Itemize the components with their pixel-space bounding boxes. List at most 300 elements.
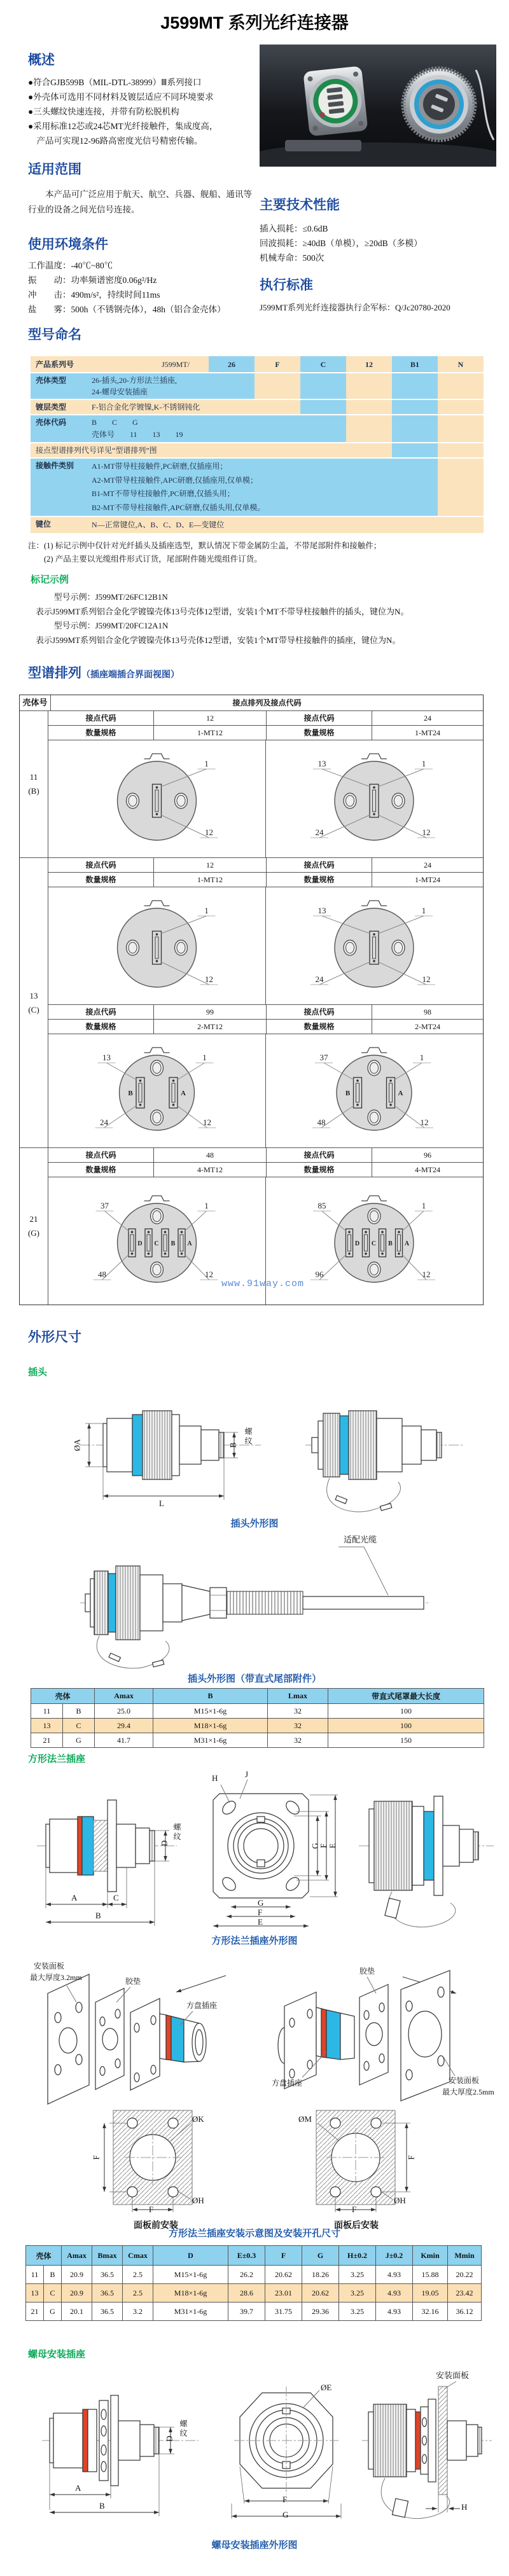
naming-row <box>31 399 300 415</box>
svg-text:48: 48 <box>317 1118 326 1127</box>
dimension-table <box>31 1688 484 1748</box>
table-header-cell: Amax <box>95 1689 153 1704</box>
table-cell: M31×1-6g <box>153 2302 228 2321</box>
mount-front-panel-thickness: 最大厚度3.2mm <box>30 1973 82 1982</box>
code-row-label: 接点代码 <box>48 1148 154 1162</box>
table-cell: 29.36 <box>302 2302 339 2321</box>
table-cell: 25.0 <box>95 1704 153 1719</box>
naming-row-line: 壳体号 11 13 19 <box>92 430 183 439</box>
naming-row-separator <box>31 399 484 400</box>
spectrum-diagram-row <box>48 1034 483 1147</box>
code-value: 99 <box>154 1005 267 1019</box>
table-cell: 3.2 <box>123 2302 153 2321</box>
naming-row-separator <box>31 442 484 443</box>
environment-line: 工作温度：-40℃~80℃ <box>28 261 113 270</box>
cutout-rear-dia-h: ØH <box>394 2196 406 2205</box>
section-naming-heading: 型号命名 <box>28 328 81 342</box>
table-cell: 29.4 <box>95 1719 153 1733</box>
naming-row-separator <box>31 414 484 415</box>
shell-number: 11 <box>29 772 38 782</box>
table-header-cell: 壳体 <box>26 2246 62 2266</box>
naming-row-label: 壳体代码 <box>36 418 67 427</box>
table-cell: 32 <box>268 1704 328 1719</box>
environment-line: 振 动：功率频谱密度0.06g²/Hz <box>28 275 157 285</box>
table-cell: B <box>44 2266 62 2284</box>
table-header-cell: Amax <box>62 2246 92 2266</box>
svg-text:1: 1 <box>202 1053 207 1062</box>
spectrum-col-shell: 壳体号 <box>20 695 51 710</box>
spectrum-shell-cell <box>20 711 48 857</box>
table-row <box>31 1733 484 1748</box>
naming-row-line: B2-MT不带导柱接触件,APC研磨,仅插头用,仅单模。 <box>92 502 265 512</box>
plug-dimension-table <box>31 1688 484 1748</box>
section-scope-heading: 适用范围 <box>28 162 81 177</box>
naming-code-value: 26 <box>228 360 235 369</box>
svg-text:24: 24 <box>315 828 324 837</box>
table-cell: 100 <box>328 1704 484 1719</box>
svg-text:12: 12 <box>422 828 431 837</box>
svg-text:A: A <box>181 1090 186 1097</box>
jamnut-caption: 螺母安装插座外形图 <box>211 2540 298 2551</box>
performance-line: 机械寿命：500次 <box>260 253 324 263</box>
page-title: J599MT 系列光纤连接器 <box>160 13 349 32</box>
table-header-cell: Cmax <box>123 2246 153 2266</box>
table-cell: 2.5 <box>123 2266 153 2284</box>
table-cell: 41.7 <box>95 1733 153 1748</box>
table-cell: 21 <box>26 2302 44 2321</box>
code-row-label: 接点代码 <box>267 1005 372 1019</box>
table-cell: 4.93 <box>376 2284 413 2302</box>
flange-dim-j: J <box>245 1769 249 1779</box>
flange-side-drawing <box>32 1769 181 1934</box>
performance-line: 插入损耗：≤0.6dB <box>260 224 328 233</box>
flange-dim-f-bottom: F <box>258 1908 263 1917</box>
table-cell: 20.9 <box>62 2266 92 2284</box>
spec-value: 1-MT24 <box>415 728 440 737</box>
svg-text:1: 1 <box>421 1201 426 1210</box>
naming-code-column <box>438 356 484 533</box>
jamnut-mounted-drawing <box>359 2367 496 2530</box>
naming-code-value: 12 <box>365 360 373 369</box>
table-header-cell: Mmin <box>448 2246 482 2266</box>
spec-row-label: 数量规格 <box>267 1163 372 1177</box>
svg-text:C: C <box>154 1240 159 1247</box>
cutout-rear-dia-m: ØM <box>298 2114 312 2124</box>
naming-code-value: N <box>457 360 464 369</box>
code-value: 12 <box>154 858 267 872</box>
section-jamnut-heading: 螺母安装插座 <box>28 2349 86 2360</box>
section-marking-heading: 标记示例 <box>31 574 69 585</box>
svg-text:12: 12 <box>205 974 213 984</box>
section-overview-heading: 概述 <box>28 53 55 67</box>
table-header-cell: B <box>153 1689 268 1704</box>
naming-notes <box>28 539 381 566</box>
table-cell: 39.7 <box>228 2302 265 2321</box>
mount-front-receptacle-label: 方盘插座 <box>186 2001 218 2010</box>
naming-row-separator <box>31 516 484 517</box>
plug-outline-caption: 插头外形图 <box>230 1518 279 1529</box>
spectrum-shell-cell <box>20 858 48 1147</box>
svg-text:1: 1 <box>421 906 426 915</box>
flange-outline-caption: 方形法兰插座外形图 <box>211 1935 298 1946</box>
table-header-cell: Kmin <box>413 2246 448 2266</box>
flange-dim-a: A <box>71 1893 78 1902</box>
spectrum-header-row <box>20 695 483 710</box>
cutout-front-dim-f-v: F <box>91 2155 101 2160</box>
table-header-cell: F <box>265 2246 302 2266</box>
spectrum-diagram-row <box>48 740 483 857</box>
svg-text:B: B <box>388 1240 393 1247</box>
contact-arrangement-diagram <box>266 740 482 857</box>
naming-row-line: N—正常键位,A、B、C、D、E—变键位 <box>92 520 225 529</box>
spectrum-spec-row <box>48 872 483 887</box>
svg-text:A: A <box>187 1240 192 1247</box>
cutout-front-caption: 面板前安装 <box>134 2221 178 2231</box>
spectrum-spec-row <box>48 725 483 740</box>
shell-variant: (B) <box>28 786 39 796</box>
svg-text:85: 85 <box>317 1201 326 1210</box>
overview-bullet: ●符合GJB599B（MIL-DTL-38999）Ⅲ系列接口 <box>28 78 202 87</box>
plug-dim-b: B <box>228 1442 238 1448</box>
svg-text:A: A <box>404 1240 410 1247</box>
jamnut-panel-label: 安装面板 <box>436 2371 470 2380</box>
table-cell: 23.42 <box>448 2284 482 2302</box>
svg-text:12: 12 <box>420 1118 429 1127</box>
naming-code-value: F <box>275 360 280 369</box>
naming-row-line: 26-插头,20-方形法兰插座, <box>92 376 177 385</box>
shell-number: 21 <box>29 1214 38 1224</box>
plug-dim-thread: 螺纹 <box>244 1427 253 1446</box>
mount-rear-receptacle-label: 方盘插座 <box>272 2079 303 2088</box>
table-cell: G <box>63 1733 95 1748</box>
table-row <box>31 1704 484 1719</box>
code-row-label: 接点代码 <box>48 711 154 725</box>
code-value: 12 <box>154 711 267 725</box>
spec-value: 2-MT12 <box>154 1020 267 1034</box>
mount-rear-panel-label: 安装面板 <box>449 2076 480 2085</box>
spec-row-label: 数量规格 <box>267 1020 372 1034</box>
naming-row-line: 接点型谱排列代号详见“型谱排列”图 <box>36 446 157 455</box>
jamnut-dim-d: D <box>164 2435 174 2442</box>
svg-text:13: 13 <box>317 906 326 915</box>
table-cell: 11 <box>26 2266 44 2284</box>
naming-row <box>31 443 392 458</box>
contact-arrangement-diagram <box>266 887 482 1004</box>
spectrum-shell-cell <box>20 1148 48 1305</box>
svg-text:A: A <box>398 1090 403 1097</box>
spec-row-label: 数量规格 <box>48 1020 154 1034</box>
watermark: www.91way.com <box>221 1278 305 1289</box>
overview-bullet: ●采用标准12芯或24芯MT光纤接触件，集成度高， <box>28 121 218 131</box>
mount-rear-gasket-label: 胶垫 <box>359 1967 375 1976</box>
table-cell: 26.2 <box>228 2266 265 2284</box>
svg-text:B: B <box>171 1240 176 1247</box>
section-environment-heading: 使用环境条件 <box>28 237 108 252</box>
spectrum-shell-row <box>20 857 483 1147</box>
svg-text:24: 24 <box>315 974 324 984</box>
table-cell: 32.16 <box>413 2302 448 2321</box>
plug-dim-l: L <box>159 1499 164 1508</box>
naming-row-line: B1-MT不带导柱接触件,PC研磨,仅插头用； <box>92 489 235 498</box>
spec-value: 1-MT12 <box>154 726 267 740</box>
spec-value: 4-MT12 <box>154 1163 267 1177</box>
spectrum-code-row <box>48 1004 483 1019</box>
spectrum-code-row <box>48 858 483 872</box>
naming-code-value: B1 <box>410 360 419 369</box>
spec-value: 1-MT24 <box>415 875 440 884</box>
naming-row <box>31 458 438 516</box>
overview-bullet: ●三头螺纹快速连接，并带有防松脱机构 <box>28 107 179 116</box>
table-row <box>31 1719 484 1733</box>
cutout-front-dim-f-h: F <box>149 2205 154 2214</box>
table-cell: 32 <box>268 1733 328 1748</box>
naming-row-line: A2-MT带导柱接触件,APC研磨,仅插座用,仅单模； <box>92 475 258 485</box>
table-cell: 11 <box>31 1704 63 1719</box>
table-cell: 23.01 <box>265 2284 302 2302</box>
cutout-front-dia-h: ØH <box>192 2196 204 2205</box>
naming-note: (2) 产品主要以光缆组件形式订货，尾部附件随光缆组件订货。 <box>28 555 262 564</box>
table-cell: 20.62 <box>302 2284 339 2302</box>
flange-dim-g-side: G <box>310 1843 320 1849</box>
plug-side-drawing <box>70 1381 267 1516</box>
code-value: 98 <box>424 1008 431 1016</box>
svg-text:1: 1 <box>204 906 209 915</box>
naming-row-line: F-铝合金化学镀镍,K-不锈钢钝化 <box>92 403 200 412</box>
section-outline-heading: 外形尺寸 <box>28 1330 81 1345</box>
spectrum-code-row <box>48 1148 483 1162</box>
naming-note: 注：(1) 标记示例中仅针对光纤插头及插座选型，默认情况下带金属防尘盖，不带尾部附件和接触件； <box>28 541 382 550</box>
cutout-rear-drawing <box>296 2105 417 2231</box>
naming-row <box>31 415 346 443</box>
code-value: 24 <box>424 861 431 869</box>
naming-row-line: A1-MT带导柱接触件,PC研磨,仅插座用； <box>92 462 228 471</box>
table-cell: 19.05 <box>413 2284 448 2302</box>
table-row <box>26 2302 482 2321</box>
table-cell: 36.5 <box>92 2302 123 2321</box>
mount-rear-panel-thickness: 最大厚度2.5mm <box>442 2088 494 2096</box>
flange-mount-rear-illustration <box>258 1956 496 2108</box>
naming-row-separator <box>31 457 484 459</box>
svg-text:96: 96 <box>315 1270 324 1279</box>
svg-text:1: 1 <box>204 759 209 768</box>
naming-row-line: B C G <box>92 418 138 427</box>
svg-text:D: D <box>137 1240 143 1247</box>
svg-text:12: 12 <box>205 828 213 837</box>
marking-line: 型号示例：J599MT/26FC12B1N <box>53 592 168 602</box>
section-spectrum-heading <box>28 663 179 682</box>
table-header-cell: G <box>302 2246 339 2266</box>
table-cell: 3.25 <box>339 2284 376 2302</box>
jamnut-dim-g: G <box>282 2510 289 2519</box>
table-cell: 4.93 <box>376 2302 413 2321</box>
table-cell: 13 <box>26 2284 44 2302</box>
table-cell: 32 <box>268 1719 328 1733</box>
naming-row-line: 24-螺母安装插座 <box>92 387 148 396</box>
flange-dim-thread: 螺纹 <box>172 1823 181 1842</box>
table-cell: 36.5 <box>92 2266 123 2284</box>
spectrum-col-main: 接点排列及接点代码 <box>232 698 302 707</box>
performance-lines <box>260 221 422 265</box>
table-cell: 4.93 <box>376 2266 413 2284</box>
table-cell: 21 <box>31 1733 63 1748</box>
jamnut-dim-b: B <box>99 2501 105 2510</box>
flange-dim-g-bottom: G <box>258 1898 264 1908</box>
marking-line: 型号示例：J599MT/20FC12A1N <box>53 621 169 630</box>
contact-arrangement-diagram <box>48 1034 265 1147</box>
spec-row-label: 数量规格 <box>267 873 372 887</box>
table-header-cell: H±0.2 <box>339 2246 376 2266</box>
table-cell: 15.88 <box>413 2266 448 2284</box>
naming-row-label: 键位 <box>36 520 52 529</box>
table-cell: 20.9 <box>62 2284 92 2302</box>
table-cell: M15×1-6g <box>153 1704 268 1719</box>
flange-mount-caption: 方形法兰插座安装示意图及安装开孔尺寸 <box>168 2228 340 2239</box>
table-cell: 3.25 <box>339 2266 376 2284</box>
mount-front-gasket-label: 胶垫 <box>125 1977 141 1986</box>
svg-text:1: 1 <box>421 759 426 768</box>
spectrum-spec-row <box>48 1162 483 1177</box>
table-cell: M18×1-6g <box>153 2284 228 2302</box>
marking-line: 表示J599MT系列铝合金化学镀镍壳体13号壳体12型谱，安装1个MT带导柱接触件的插座，键位为N。 <box>36 635 401 645</box>
svg-text:C: C <box>371 1240 377 1247</box>
table-header-cell: D <box>153 2246 228 2266</box>
table-cell: M18×1-6g <box>153 1719 268 1733</box>
table-cell: 3.25 <box>339 2302 376 2321</box>
table-header-cell: Bmax <box>92 2246 123 2266</box>
environment-line: 冲 击：490m/s²，持续时间11ms <box>28 290 160 300</box>
table-cell: 36.12 <box>448 2302 482 2321</box>
svg-text:48: 48 <box>98 1270 106 1279</box>
mount-front-panel-label: 安装面板 <box>34 1962 65 1970</box>
naming-row-label: 接触件类别 <box>36 461 74 470</box>
table-header-cell: Lmax <box>268 1689 328 1704</box>
svg-text:D: D <box>354 1240 360 1247</box>
jamnut-side-drawing <box>38 2367 204 2530</box>
naming-row-label: 镀层类型 <box>36 403 67 412</box>
svg-text:1: 1 <box>419 1053 424 1062</box>
jamnut-dim-f: F <box>282 2495 288 2504</box>
spectrum-diagram-row <box>48 887 483 1004</box>
code-row-label: 接点代码 <box>267 858 372 872</box>
overview-bullet: ●外壳体可选用不同材料及镀层适应不同环境要求 <box>28 92 214 102</box>
naming-code-value: C <box>320 360 326 369</box>
table-cell: 31.75 <box>265 2302 302 2321</box>
dimension-table <box>25 2245 482 2321</box>
table-header-cell: 壳体 <box>31 1689 95 1704</box>
table-cell: C <box>63 1719 95 1733</box>
table-cell: 13 <box>31 1719 63 1733</box>
standard-text: J599MT系列光纤连接器执行企军标：Q/Jc20780-2020 <box>260 303 450 312</box>
naming-series-label: 产品系列号 <box>36 360 74 369</box>
spectrum-shell-row <box>20 710 483 857</box>
jamnut-dia-e: ØE <box>321 2383 332 2392</box>
flange-dim-e-bottom: E <box>258 1917 263 1927</box>
table-cell: 20.62 <box>265 2266 302 2284</box>
section-standard-heading: 执行标准 <box>260 278 313 293</box>
cutout-rear-dim-f-h: F <box>352 2205 357 2214</box>
naming-series-code: J599MT/ <box>161 360 190 369</box>
environment-lines <box>28 258 226 317</box>
jamnut-dim-h: H <box>461 2502 468 2512</box>
table-cell: 18.26 <box>302 2266 339 2284</box>
plug-cable-label: 适配光缆 <box>344 1535 377 1544</box>
spectrum-table <box>19 695 484 1305</box>
plug-cap-drawing <box>299 1381 471 1516</box>
table-cell: 20.22 <box>448 2266 482 2284</box>
plug-straight-caption: 插头外形图（带直式尾部附件） <box>187 1673 321 1684</box>
flange-cap-drawing <box>355 1769 498 1934</box>
flange-dim-b: B <box>95 1911 101 1920</box>
code-value: 48 <box>154 1148 267 1162</box>
cutout-front-drawing <box>91 2105 216 2231</box>
table-cell: M31×1-6g <box>153 1733 268 1748</box>
spectrum-spec-row <box>48 1019 483 1034</box>
table-cell: M15×1-6g <box>153 2266 228 2284</box>
shell-number: 13 <box>29 990 38 1001</box>
flange-front-drawing <box>194 1769 347 1934</box>
naming-row <box>31 516 484 533</box>
code-row-label: 接点代码 <box>48 858 154 872</box>
table-cell: 150 <box>328 1733 484 1748</box>
naming-row <box>31 373 254 399</box>
table-row <box>26 2284 482 2302</box>
section-plug-heading: 插头 <box>28 1367 48 1378</box>
scope-text: 本产品可广泛应用于航天、航空、兵器、舰船、通讯等行业的设备之间光信号连接。 <box>28 190 252 214</box>
performance-line: 回波损耗：≥40dB（单模），≥20dB（多模） <box>260 239 422 248</box>
table-cell: 2.5 <box>123 2284 153 2302</box>
marking-line: 表示J599MT系列铝合金化学镀镍壳体13号壳体12型谱，安装1个MT不带导柱接触件的插头，键位为N。 <box>36 606 409 616</box>
svg-text:12: 12 <box>203 1118 211 1127</box>
marking-lines <box>36 590 408 647</box>
flange-dim-f-side: F <box>318 1843 328 1848</box>
spec-value: 4-MT24 <box>415 1165 440 1174</box>
table-cell: 36.5 <box>92 2284 123 2302</box>
overview-bullets <box>28 75 218 148</box>
flange-dim-h: H <box>212 1773 218 1783</box>
product-photo <box>260 45 496 167</box>
code-value: 96 <box>424 1151 431 1160</box>
spectrum-subheading-text: （插座端插合界面视图） <box>81 669 179 679</box>
flange-dim-d: D <box>159 1840 169 1846</box>
contact-arrangement-diagram <box>266 1034 482 1147</box>
code-row-label: 接点代码 <box>267 711 372 725</box>
svg-text:B: B <box>128 1090 133 1097</box>
section-performance-heading: 主要技术性能 <box>260 198 340 212</box>
shell-variant: (G) <box>27 1228 40 1238</box>
contact-arrangement-diagram <box>48 740 265 857</box>
jamnut-dim-a: A <box>75 2483 81 2493</box>
plug-dim-dia-a: ØA <box>72 1439 82 1451</box>
table-cell: 100 <box>328 1719 484 1733</box>
spec-row-label: 数量规格 <box>48 873 154 887</box>
spec-row-label: 数量规格 <box>48 1163 154 1177</box>
table-header-cell: 带直式尾罩最大长度 <box>328 1689 484 1704</box>
svg-text:37: 37 <box>101 1201 109 1210</box>
environment-line: 盐 雾：500h（不锈钢壳体），48h（铝合金壳体） <box>28 305 226 314</box>
jamnut-front-drawing <box>223 2367 350 2530</box>
spectrum-heading-text: 型谱排列 <box>28 666 81 681</box>
flange-dimension-table <box>25 2245 481 2321</box>
spec-row-label: 数量规格 <box>267 726 372 740</box>
section-flange-heading: 方形法兰插座 <box>28 1754 86 1764</box>
svg-text:24: 24 <box>100 1118 108 1127</box>
spec-value: 1-MT12 <box>154 873 267 887</box>
svg-text:B: B <box>345 1090 351 1097</box>
table-cell: 20.1 <box>62 2302 92 2321</box>
shell-variant: (C) <box>28 1004 39 1014</box>
code-row-label: 接点代码 <box>267 1148 372 1162</box>
code-value: 24 <box>424 714 431 723</box>
